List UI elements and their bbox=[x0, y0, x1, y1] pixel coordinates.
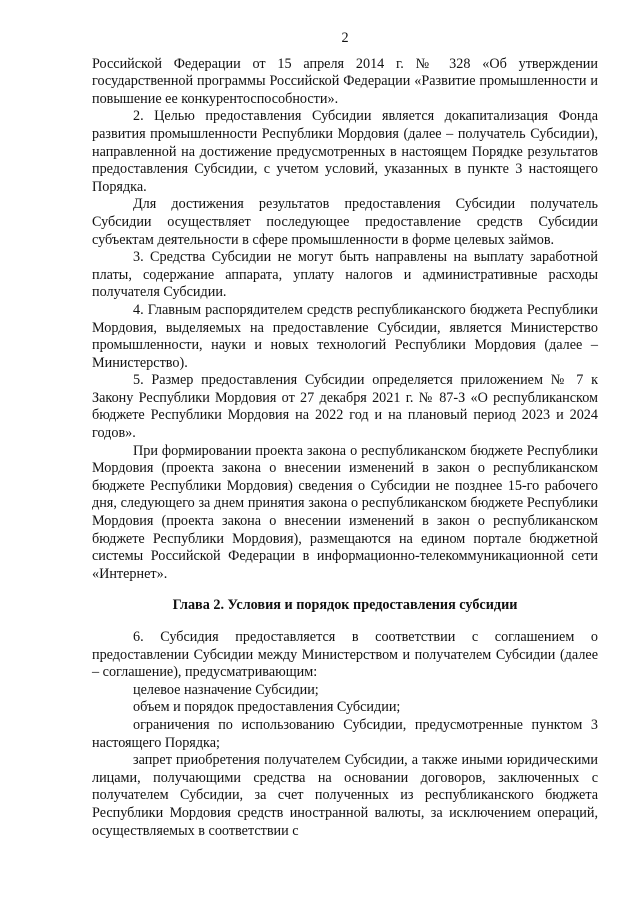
page-number: 2 bbox=[341, 30, 349, 46]
paragraph: 6. Субсидия предоставляется в соответствии с соглашением о предоставлении Субсидии между Министерством и получателем Субсидии (далее – соглашение), предусматривающим: bbox=[92, 629, 598, 681]
list-item: запрет приобретения получателем Субсидии, а также иными юридическими лицами, получающими средства на основании договоров, заключенных с получателем Субсидии, за счет полученных из республиканского бюджета Республики Мордовия средств иностранной валюты, за исключением операций, осуществляемых в соответствии с bbox=[92, 752, 598, 839]
paragraph: 2. Целью предоставления Субсидии является докапитализация Фонда развития промышленности Республики Мордовия (далее – получатель Субсидии), направленной на достижение предусмотренных в настоящем Порядке результатов предоставления Субсидии, с учетом условий, указанных в пункте 3 настоящего Порядка. bbox=[92, 108, 598, 195]
chapter-heading: Глава 2. Условия и порядок предоставления субсидии bbox=[172, 597, 518, 614]
document-page bbox=[92, 30, 598, 840]
paragraph: 4. Главным распорядителем средств республиканского бюджета Республики Мордовия, выделяемых на предоставление Субсидии, является Министерство промышленности, науки и новых технологий Республики Мордовия (далее – Министерство). bbox=[92, 301, 598, 371]
paragraph: Для достижения результатов предоставления Субсидии получатель Субсидии осуществляет последующее предоставление средств Субсидии субъектам деятельности в сфере промышленности в форме целевых займов. bbox=[92, 196, 598, 248]
paragraph: Российской Федерации от 15 апреля 2014 г. № 328 «Об утверждении государственной программы Российской Федерации «Развитие промышленности и повышение ее конкурентоспособности». bbox=[92, 55, 598, 107]
paragraph: При формировании проекта закона о республиканском бюджете Республики Мордовия (проекта закона о внесении изменений в закон о республиканском бюджете Республики Мордовия) сведения о Субсидии не позднее 15-го рабочего дня, следующего за днем принятия закона о республиканском бюджете Республики Мордовия (проекта закона о внесении изменений в закон о республиканском бюджете Республики Мордовия), размещаются на едином портале бюджетной системы Российской Федерации в информационно-телекоммуникационной сети «Интернет». bbox=[92, 442, 598, 582]
paragraph: 3. Средства Субсидии не могут быть направлены на выплату заработной платы, содержание аппарата, уплату налогов и административные расходы получателя Субсидии. bbox=[92, 249, 598, 301]
list-item: целевое назначение Субсидии; bbox=[133, 681, 319, 698]
paragraph: 5. Размер предоставления Субсидии определяется приложением № 7 к Закону Республики Мордовия от 27 декабря 2021 г. № 87-З «О республиканском бюджете Республики Мордовия на 2022 год и на плановый период 2023 и 2024 годов». bbox=[92, 372, 598, 442]
list-item: ограничения по использованию Субсидии, предусмотренные пунктом 3 настоящего Порядка; bbox=[92, 716, 598, 751]
list-item: объем и порядок предоставления Субсидии; bbox=[133, 699, 401, 716]
